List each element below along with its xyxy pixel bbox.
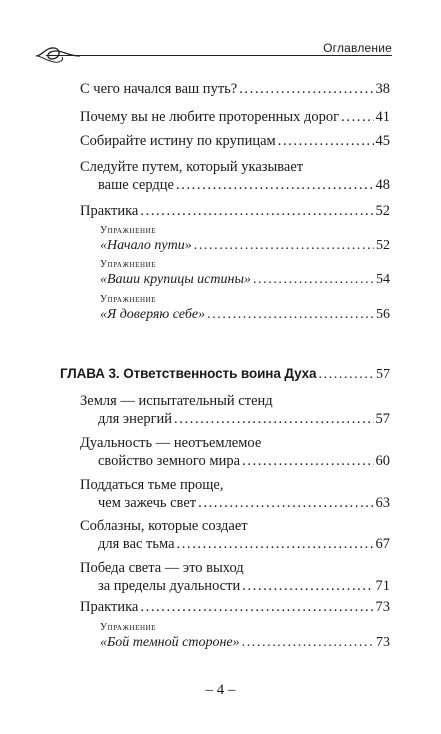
leader-dots [239,80,373,98]
page-number: 38 [375,81,390,97]
running-header [34,41,392,65]
entry-title-line1: Земля — испытательный стенд [80,393,273,409]
page-number: 60 [375,453,390,469]
entry-title-line2: ваше сердце [98,177,174,193]
exercise-title: «Бой темной стороне» [100,635,240,650]
toc-entry[interactable] [80,132,390,150]
toc-entry[interactable] [80,108,390,126]
entry-title: Собирайте истину по крупицам [80,133,276,149]
entry-title-line1: Соблазны, которые создает [80,518,248,534]
entry-title-line2: для вас тьма [98,536,175,552]
entry-title-line1: Дуальность — неотъемлемое [80,435,262,451]
page-number: 56 [376,307,390,322]
page-number: 73 [375,599,390,615]
toc-entry[interactable] [80,158,390,194]
leader-dots [140,202,373,220]
entry-title: С чего начался ваш путь? [80,81,238,97]
exercise-label: Упражнение [100,225,157,236]
page-number: 52 [376,238,390,253]
leader-dots [194,237,374,255]
page-number: 63 [375,495,390,511]
leader-dots [177,535,374,553]
flourish-ornament-icon [34,41,82,65]
page-number: 57 [375,411,390,427]
toc-entry[interactable] [80,434,390,470]
leader-dots [198,494,373,512]
page-number: 45 [375,133,390,149]
page-number: 67 [375,536,390,552]
leader-dots [176,176,374,194]
entry-title-line1: Поддаться тьме проще, [80,477,224,493]
exercise-label: Упражнение [100,622,157,633]
leader-dots [207,306,374,324]
header-title: Оглавление [323,41,392,55]
entry-title-line2: свойство земного мира [98,453,241,469]
exercise-title: «Я доверяю себе» [100,307,206,322]
toc-exercise[interactable] [100,259,390,289]
leader-dots [174,410,373,428]
page-number: 57 [376,367,390,382]
toc-entry[interactable] [80,392,390,428]
page-number: 73 [376,635,390,650]
entry-title: Почему вы не любите проторенных дорог [80,109,340,125]
chapter-title: ГЛАВА 3. Ответственность воина Духа [60,366,317,381]
entry-title-line1: Победа света — это выход [80,560,244,576]
leader-dots [341,108,373,126]
page-number: 54 [376,272,390,287]
exercise-label: Упражнение [100,294,157,305]
toc-exercise[interactable] [100,225,390,255]
toc-entry[interactable] [80,202,390,220]
toc-entry[interactable] [80,598,390,616]
page-number: 41 [375,109,390,125]
page-number: 48 [375,177,390,193]
entry-title-line2: для энергий [98,411,173,427]
leader-dots [242,577,373,595]
leader-dots [318,366,374,384]
exercise-label: Упражнение [100,259,157,270]
entry-title-line1: Следуйте путем, который указывает [80,159,304,175]
toc-entry[interactable] [80,559,390,595]
header-rule [46,55,392,56]
toc-entry[interactable] [80,80,390,98]
page-number: 52 [375,203,390,219]
exercise-title: «Ваши крупицы истины» [100,272,251,287]
entry-title: Практика [80,203,139,219]
toc-chapter[interactable] [60,365,390,384]
toc-entry[interactable] [80,517,390,553]
leader-dots [253,271,374,289]
leader-dots [242,634,374,652]
leader-dots [242,452,373,470]
entry-title-line2: за пределы дуальности [98,578,241,594]
exercise-title: «Начало пути» [100,238,192,253]
leader-dots [278,132,374,150]
entry-title: Практика [80,599,139,615]
footer-page-number: – 4 – [205,682,236,698]
page-number: 71 [375,578,390,594]
leader-dots [140,598,373,616]
toc-exercise[interactable] [100,294,390,324]
toc-entry[interactable] [80,476,390,512]
toc-exercise[interactable] [100,622,390,652]
entry-title-line2: чем зажечь свет [98,495,197,511]
